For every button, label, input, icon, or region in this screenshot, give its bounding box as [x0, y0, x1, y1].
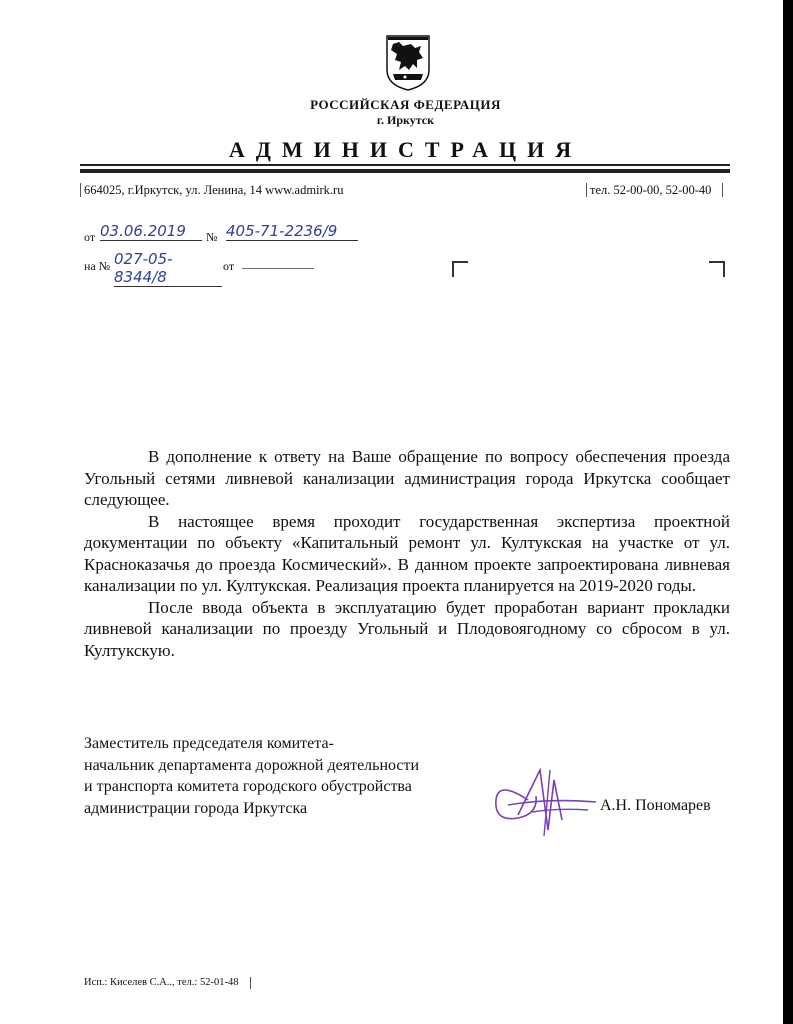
- signatory-position: [84, 733, 419, 819]
- address-left-bar: [80, 183, 81, 197]
- city-name: г. Иркутск: [376, 113, 435, 127]
- header-divider-thick: [80, 169, 730, 173]
- position-line: Заместитель председателя комитета-: [84, 735, 334, 752]
- from-prefix: от: [84, 230, 96, 244]
- paragraph: После ввода объекта в эксплуатацию будет проработан вариант прокладки ливневой канализации по проезду Угольный и Плодовоягодному со сбросом в ул. Култукскую.: [84, 597, 730, 660]
- number-prefix: №: [206, 230, 218, 244]
- footer-right-bar: [250, 977, 251, 989]
- phone-right-bar: [722, 183, 723, 197]
- in-reply-prefix: на №: [84, 259, 111, 273]
- position-line: и транспорта комитета городского обустройства: [84, 778, 412, 795]
- addressee-corner-right: [709, 261, 725, 277]
- paragraph: В настоящее время проходит государственная экспертиза проектной документации по объекту «Капитальный ремонт ул. Култукская на участке от ул. Красноказачья до проезда Космический». В данном проекте запроектирована ливневая канализации по ул. Култукская. Реализация проекта планируется на 2019-2020 годы.: [84, 511, 730, 595]
- phone-line: тел. 52-00-00, 52-00-40: [590, 183, 712, 197]
- header-divider-thin: [80, 164, 730, 166]
- paragraph: В дополнение к ответу на Ваше обращение по вопросу обеспечения проезда Угольный сетями ливневой канализации администрация города Иркутска сообщает следующее.: [84, 447, 730, 509]
- position-line: начальник департамента дорожной деятельности: [84, 756, 420, 774]
- letter-number: 405-71-2236/9: [226, 222, 358, 241]
- phone-left-bar: [586, 183, 587, 197]
- letter-date: 03.06.2019: [100, 222, 202, 241]
- coat-of-arms-icon: [383, 30, 433, 92]
- scan-border: [783, 0, 793, 1024]
- in-reply-date: ____________: [242, 256, 314, 270]
- address-line: 664025, г.Иркутск, ул. Ленина, 14 www.admirk.ru: [84, 183, 344, 197]
- signatory-name: А.Н. Пономарев: [600, 797, 711, 814]
- in-reply-from: от: [223, 259, 235, 273]
- country-name: РОССИЙСКАЯ ФЕДЕРАЦИЯ: [310, 97, 501, 112]
- in-reply-number: 027-05-8344/8: [114, 250, 222, 287]
- handwritten-signature: [488, 760, 598, 840]
- position-line: администрации города Иркутска: [84, 799, 308, 817]
- addressee-corner-left: [452, 261, 468, 277]
- executor-info: Исп.: Киселев С.А.., тел.: 52-01-48: [84, 977, 239, 988]
- letter-body: [84, 446, 730, 661]
- page-title: АДМИНИСТРАЦИЯ: [228, 137, 583, 162]
